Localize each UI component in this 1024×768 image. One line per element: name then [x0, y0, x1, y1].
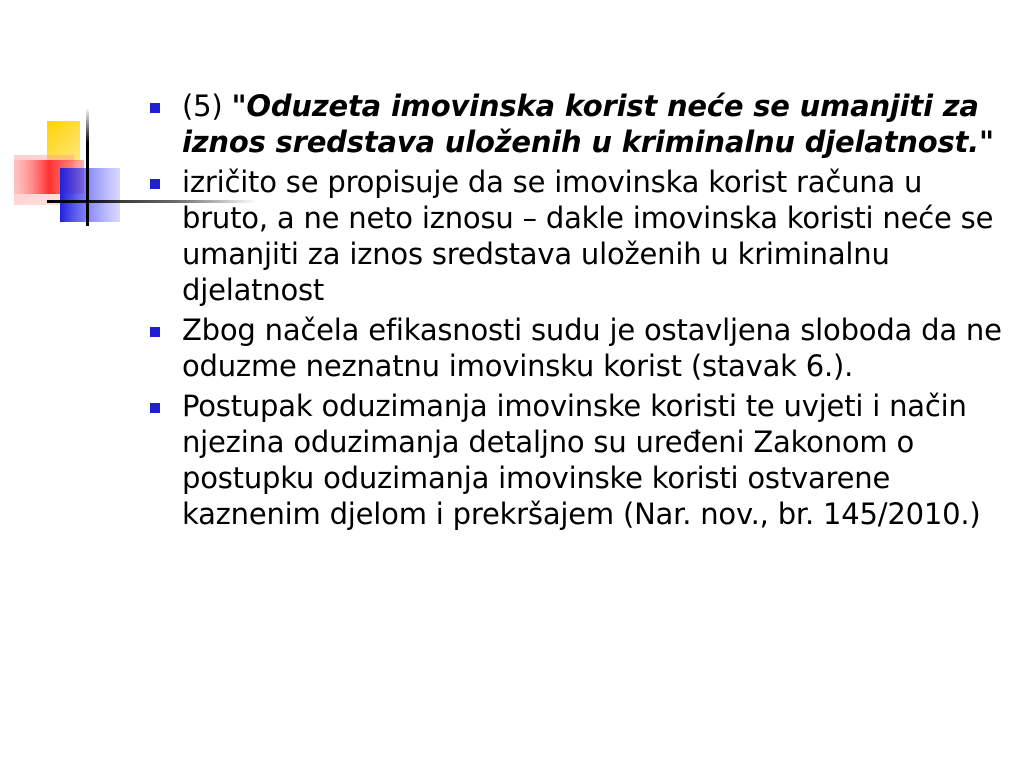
square-bullet-icon [150, 327, 160, 337]
vertical-line [86, 108, 89, 226]
bullet-text: Postupak oduzimanja imovinske koristi te uvjeti i način njezina oduzimanja detaljno su uređeni Zakonom o postupku oduzimanja imovinske koristi ostvarene kaznenim djelom i prekršajem (Nar. nov., br. 145/2010.) [182, 389, 981, 531]
square-bullet-icon [150, 179, 160, 189]
list-item [150, 164, 1010, 308]
square-bullet-icon [150, 103, 160, 113]
bullet-text: Zbog načela efikasnosti sudu je ostavljena sloboda da ne oduzme neznatnu imovinsku korist (stavak 6.). [182, 313, 1002, 383]
bullet-list [150, 88, 1010, 536]
square-bullet-icon [150, 403, 160, 413]
blue-square [60, 168, 120, 222]
list-item [150, 88, 1010, 160]
list-item [150, 312, 1010, 384]
list-item [150, 388, 1010, 532]
bullet-prefix: (5) [182, 89, 232, 123]
bullet-text: izričito se propisuje da se imovinska korist računa u bruto, a ne neto iznosu – dakle imovinska koristi neće se umanjiti za iznos sredstava uloženih u kriminalnu djelatnost [182, 165, 994, 307]
bullet-quote: "Oduzeta imovinska korist neće se umanjiti za iznos sredstava uloženih u kriminalnu djelatnost." [182, 89, 994, 159]
